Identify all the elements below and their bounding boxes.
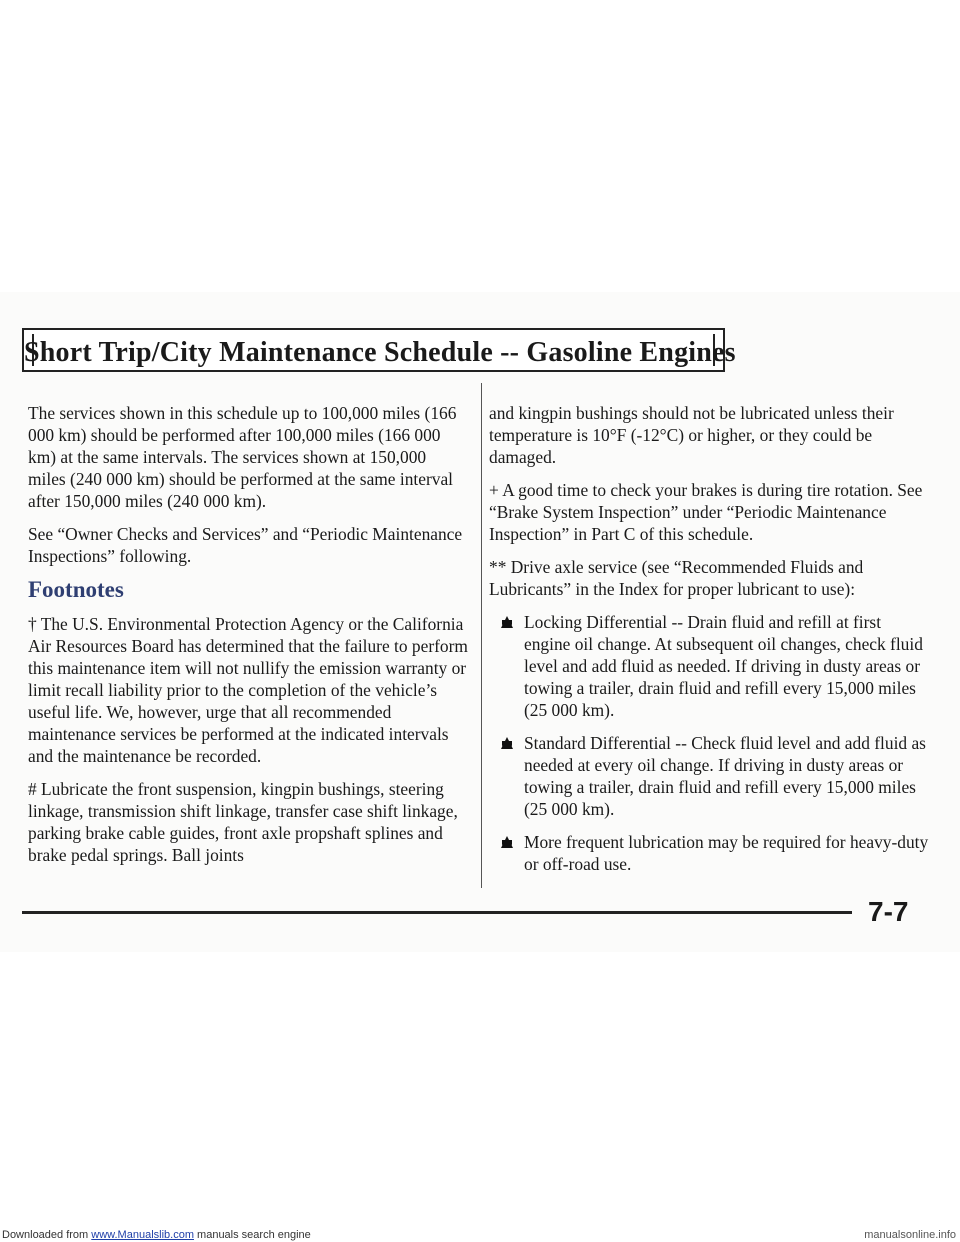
list-item [489,831,929,875]
list-item [489,611,929,721]
drive-axle-bullet-list [489,611,929,875]
bullet-text: Locking Differential -- Drain fluid and refill at first engine oil change. At subsequent oil changes, check fluid level and add fluid as needed. If driving in dusty areas or towing a trailer, drain fluid and refill every 15,000 miles (25 000 km). [524,612,923,720]
continuation-paragraph: and kingpin bushings should not be lubricated unless their temperature is 10°F (-12°C) or higher, or they could be damaged. [489,403,894,467]
plus-footnote: + A good time to check your brakes is during tire rotation. See “Brake System Inspection” under “Periodic Maintenance Inspection” in Part C of this schedule. [489,480,923,544]
right-column [489,402,929,886]
see-also-paragraph: See “Owner Checks and Services” and “Periodic Maintenance Inspections” following. [28,524,463,566]
bullet-icon [501,836,513,848]
bullet-icon [501,616,513,628]
section-title-box [22,328,736,372]
watermark-left [2,1228,311,1242]
intro-paragraph: The services shown in this schedule up to 100,000 miles (166 000 km) should be performed after 100,000 miles (166 000 km) at the same intervals. The services shown at 150,000 miles (240 000 km) should be performed at the same interval after 150,000 miles (240 000 km). [28,403,457,511]
column-divider [481,383,482,888]
watermark-suffix: manuals search engine [193,1229,311,1241]
hash-footnote: # Lubricate the front suspension, kingpin bushings, steering linkage, transmission shift linkage, transfer case shift linkage, parking brake cable guides, front axle propshaft splines and brake pedal springs. Ball joints [28,779,458,865]
bullet-icon [501,737,513,749]
bullet-text: Standard Differential -- Check fluid level and add fluid as needed at every oil change. If driving in dusty areas or towing a trailer, drain fluid and refill every 15,000 miles (25 000 km). [524,733,926,819]
page-number: 7-7 [868,896,909,927]
watermark-right: manualsonline.info [864,1229,956,1241]
manualslib-link[interactable]: www.Manualslib.com [91,1229,194,1241]
list-item [489,732,929,820]
left-column [28,402,468,877]
double-star-footnote: ** Drive axle service (see “Recommended Fluids and Lubricants” in the Index for proper lubricant to use): [489,557,864,599]
watermark-prefix: Downloaded from [2,1229,92,1241]
dagger-footnote: † The U.S. Environmental Protection Agency or the California Air Resources Board has determined that the failure to perform this maintenance item will not nullify the emission warranty or limit recall liability prior to the completion of the vehicle’s useful life. We, however, urge that all recommended maintenance services be performed at the indicated intervals and the maintenance be recorded. [28,614,468,766]
footnotes-heading: Footnotes [28,577,124,602]
bottom-rule [22,911,852,914]
watermark-footer [0,1228,960,1242]
page-title: Short Trip/City Maintenance Schedule -- Gasoline Engines [24,337,736,368]
bullet-text: More frequent lubrication may be required for heavy-duty or off-road use. [524,832,929,874]
